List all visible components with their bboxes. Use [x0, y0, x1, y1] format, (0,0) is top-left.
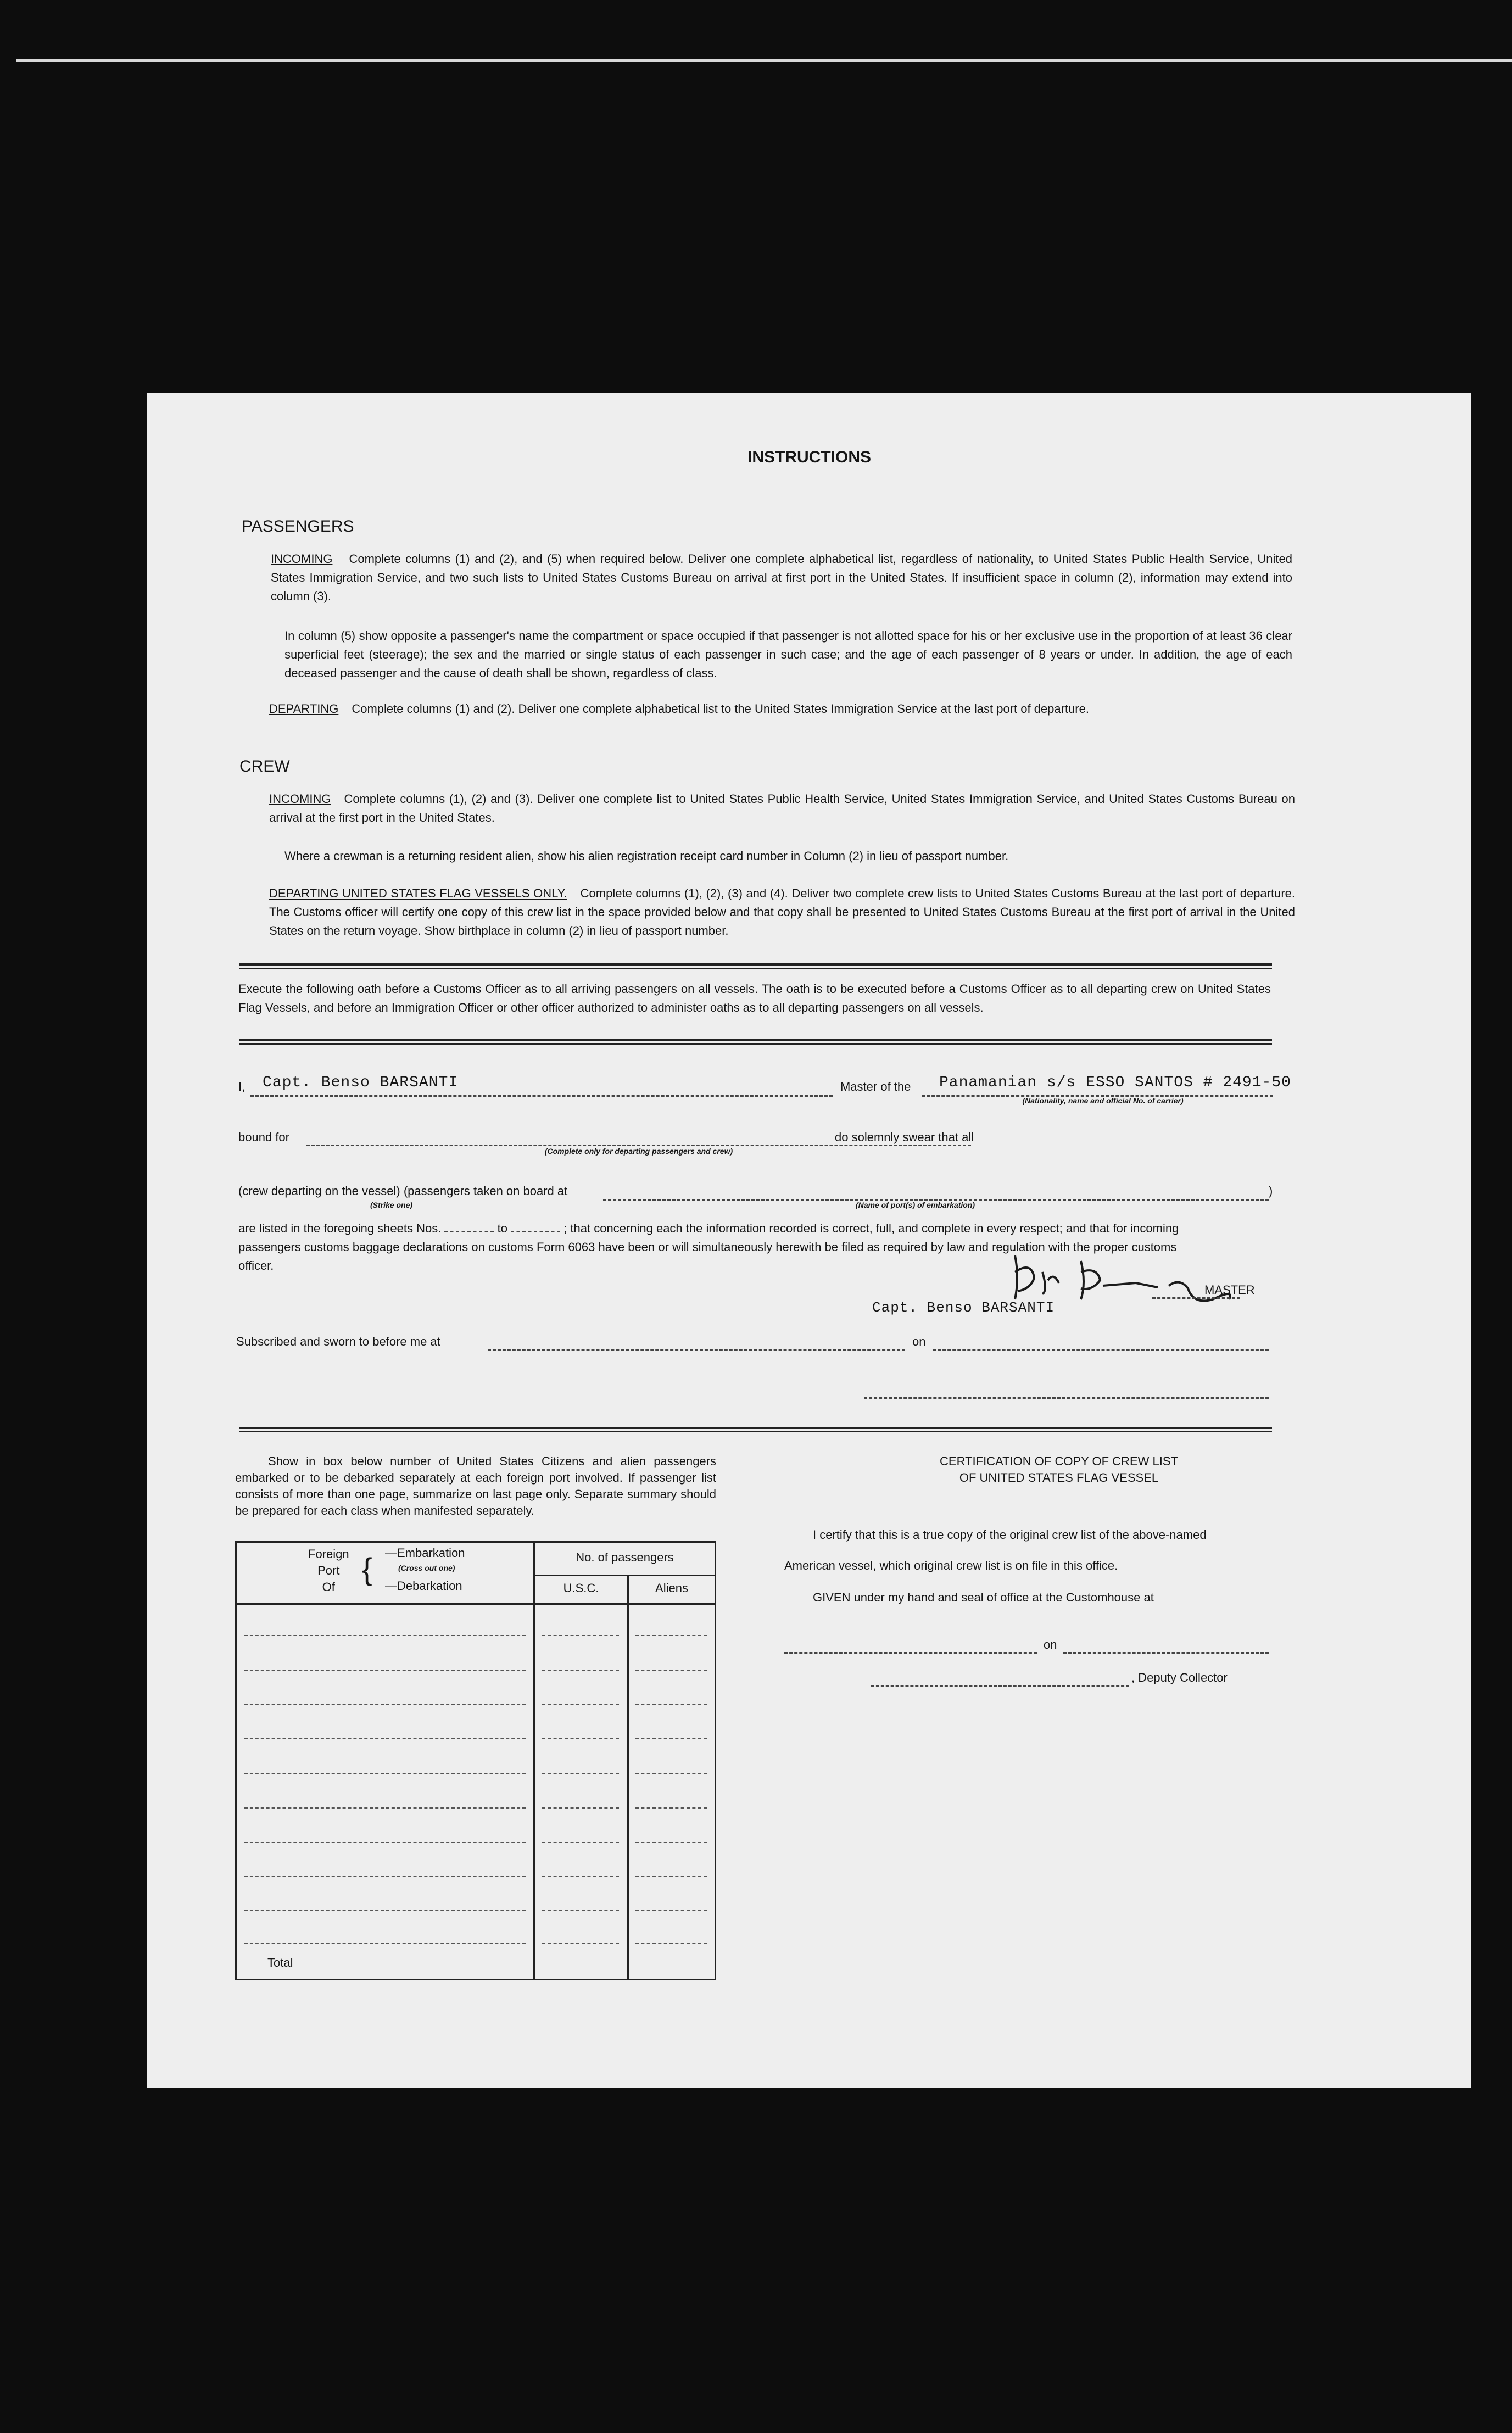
summary-instructions: Show in box below number of United States Citizens and alien passengers embarked or to be debarked separately at each foreign port involved. If passenger list consists of more than one page, summarize on last page only. Separate summary should be prepared for each class when manifested separately.	[235, 1454, 716, 1517]
crew-departing-paragraph	[269, 884, 1295, 940]
subscribed-label: Subscribed and sworn to before me at	[236, 1335, 440, 1348]
departing-label: DEPARTING	[269, 702, 339, 716]
subscribed-on-label: on	[912, 1335, 926, 1348]
divider-rule	[239, 1427, 1272, 1429]
divider-rule-thin	[239, 1043, 1272, 1045]
sheet-from-blank	[444, 1231, 494, 1232]
bound-note: (Complete only for departing passengers and crew)	[544, 1147, 733, 1156]
no-passengers-header: No. of passengers	[576, 1550, 674, 1564]
master-name-line	[250, 1095, 833, 1097]
certification-on-label: on	[1044, 1638, 1057, 1651]
customhouse-line	[784, 1652, 1037, 1654]
departing-text: Complete columns (1) and (2). Deliver one complete alphabetical list to the United States Immigration Service at the last port of departure.	[352, 702, 1089, 716]
sheets-text-3: passengers customs baggage declarations on customs Form 6063 have been or will simultaneously herewith be filed as required by law and regulation with the proper customs	[238, 1240, 1177, 1254]
certification-title	[878, 1453, 1240, 1486]
bound-for-label: bound for	[238, 1130, 289, 1144]
table-col-divider	[627, 1575, 629, 1979]
passengers-departing-paragraph	[269, 700, 1296, 718]
officer-signature-line	[864, 1397, 1269, 1399]
vessel-note: (Nationality, name and official No. of carrier)	[1022, 1096, 1184, 1105]
crew-resident-paragraph: Where a crewman is a returning resident alien, show his alien registration receipt card number in Column (2) in lieu of passport number.	[284, 849, 1009, 863]
crew-incoming-text: Complete columns (1), (2) and (3). Deliver one complete list to United States Public Health Service, United States Immigration Service, and United States Customs Bureau on arrival at the first port in the United States.	[269, 792, 1295, 824]
to-label: to	[497, 1221, 507, 1235]
crew-departing-label: DEPARTING UNITED STATES FLAG VESSELS ONLY.	[269, 886, 567, 900]
sheets-paragraph	[238, 1219, 1271, 1238]
divider-rule	[239, 963, 1272, 966]
film-edge-line	[16, 59, 1512, 62]
divider-rule-thin	[239, 968, 1272, 969]
foreign-label: Foreign	[308, 1547, 349, 1561]
table-header-rule	[237, 1603, 715, 1605]
debarkation-label[interactable]: —Debarkation	[385, 1579, 462, 1593]
port-note: (Name of port(s) of embarkation)	[856, 1201, 975, 1209]
oath-intro-paragraph: Execute the following oath before a Customs Officer as to all arriving passengers on all vessels. The oath is to be executed before a Customs Officer as to all departing crew on United States Flag Vessels, and before an Immigration Officer or other officer authorized to administer oaths as to all departing passengers on all vessels.	[238, 982, 1271, 1014]
crew-list-form-page	[147, 393, 1471, 2088]
certification-line-1: I certify that this is a true copy of the original crew list of the above-named	[813, 1528, 1207, 1542]
crew-departing-text: Complete columns (1), (2), (3) and (4). Deliver two complete crew lists to United States Customs Bureau at the last port of departure. The Customs officer will certify one copy of this crew list in the space provided below and that copy shall be presented to United States Customs Bureau at the first port of arrival in the United States on the return voyage. Show birthplace in column (2) in lieu of passport number.	[269, 886, 1295, 938]
sheets-text-4: officer.	[238, 1259, 274, 1273]
embarkation-label[interactable]: —Embarkation	[385, 1546, 465, 1560]
signature-typed-name: Capt. Benso BARSANTI	[872, 1299, 1055, 1316]
oath-i-label: I,	[238, 1080, 246, 1093]
crew-incoming-paragraph	[269, 790, 1295, 827]
crew-departing-line: (crew departing on the vessel) (passengers taken on board at	[238, 1184, 568, 1198]
deputy-signature-line	[871, 1685, 1129, 1687]
instructions-title: INSTRUCTIONS	[747, 448, 871, 466]
aliens-header: Aliens	[655, 1581, 688, 1595]
certification-title-line-2: OF UNITED STATES FLAG VESSEL	[959, 1471, 1159, 1485]
port-label: Port	[317, 1564, 340, 1577]
subscribed-place-line	[488, 1349, 905, 1351]
cross-out-note: (Cross out one)	[398, 1564, 455, 1572]
sheet-to-blank	[511, 1231, 560, 1232]
of-label: Of	[322, 1580, 335, 1594]
signature-line	[1152, 1297, 1240, 1299]
certification-line-3: GIVEN under my hand and seal of office at the Customhouse at	[813, 1591, 1154, 1604]
incoming-text: Complete columns (1) and (2), and (5) when required below. Deliver one complete alphabetical list, regardless of nationality, to United States Public Health Service, United States Immigration Service, and two such lists to United States Customs Bureau on arrival at first port in the United States. If insufficient space in column (2), information may extend into column (3).	[271, 552, 1292, 603]
certification-line-2: American vessel, which original crew list is on file in this office.	[784, 1559, 1118, 1572]
total-label: Total	[267, 1956, 293, 1969]
master-name-typed: Capt. Benso BARSANTI	[263, 1074, 459, 1091]
table-col-divider	[533, 1543, 535, 1979]
certification-date-line	[1063, 1652, 1269, 1654]
bound-for-line	[306, 1145, 971, 1146]
usc-header: U.S.C.	[563, 1581, 599, 1595]
subscribed-date-line	[933, 1349, 1269, 1351]
brace-glyph: {	[362, 1552, 372, 1586]
passenger-summary-table	[235, 1541, 716, 1980]
master-of-label: Master of the	[840, 1080, 911, 1093]
sheets-text-2: ; that concerning each the information recorded is correct, full, and complete in every respect; and that for incoming	[563, 1221, 1179, 1235]
passengers-heading: PASSENGERS	[242, 517, 354, 535]
master-label: MASTER	[1204, 1283, 1255, 1297]
strike-note: (Strike one)	[370, 1201, 413, 1209]
column5-paragraph: In column (5) show opposite a passenger's name the compartment or space occupied if that passenger is not allotted space for his or her exclusive use in the proportion of at least 36 clear superficial feet (steerage); the sex and the married or single status of each passenger in such case; and the age of each passenger of 8 years or under. In addition, the age of each deceased passenger and the cause of death shall be shown, regardless of class.	[284, 629, 1292, 680]
swear-text: do solemnly swear that all	[835, 1130, 974, 1144]
close-paren: )	[1269, 1184, 1273, 1198]
divider-rule	[239, 1039, 1272, 1041]
passengers-incoming-paragraph	[271, 550, 1292, 606]
table-header-port-label	[308, 1546, 349, 1595]
incoming-label: INCOMING	[271, 552, 333, 566]
table-subheader-rule	[533, 1575, 715, 1576]
sheets-text-1: are listed in the foregoing sheets Nos.	[238, 1221, 442, 1235]
vessel-typed: Panamanian s/s ESSO SANTOS # 2491-50	[939, 1074, 1291, 1091]
divider-rule-thin	[239, 1431, 1272, 1432]
certification-title-line-1: CERTIFICATION OF COPY OF CREW LIST	[940, 1454, 1178, 1468]
crew-heading: CREW	[239, 757, 290, 775]
deputy-collector-label: , Deputy Collector	[1131, 1671, 1228, 1684]
crew-incoming-label: INCOMING	[269, 792, 331, 806]
